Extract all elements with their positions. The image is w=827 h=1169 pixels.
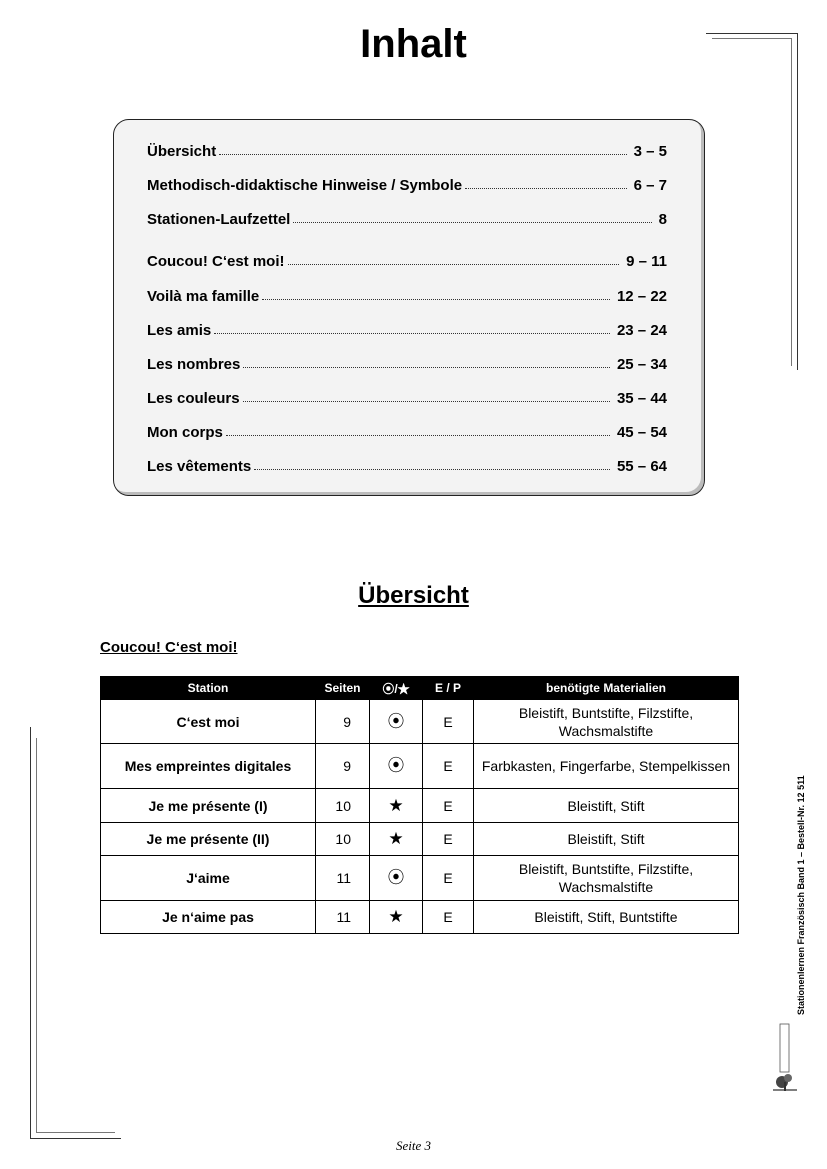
toc-label: Übersicht <box>147 143 217 160</box>
station-ep: E <box>423 823 474 856</box>
toc-label: Mon corps <box>147 424 223 441</box>
table-row <box>101 901 739 934</box>
station-materials: Bleistift, Stift <box>474 823 739 856</box>
station-materials: Farbkasten, Fingerfarbe, Stempelkissen <box>474 744 739 789</box>
station-symbol: ★ <box>370 901 423 934</box>
table-row <box>101 823 739 856</box>
toc-entry[interactable] <box>147 453 667 475</box>
toc-label: Voilà ma famille <box>147 288 260 305</box>
header-materials: benötigte Materialien <box>474 677 739 700</box>
toc-pages: 9 – 11 <box>626 253 667 270</box>
station-symbol: ★ <box>370 823 423 856</box>
header-seiten: Seiten <box>316 677 370 700</box>
header-ep: E / P <box>423 677 474 700</box>
toc-pages: 12 – 22 <box>616 288 667 305</box>
station-symbol: ⦿ <box>370 856 423 901</box>
toc-entry[interactable] <box>147 351 667 373</box>
table-row <box>101 700 739 744</box>
station-materials: Bleistift, Buntstifte, Filzstifte, Wachsmalstifte <box>474 700 739 744</box>
station-pages: 9 <box>316 700 370 744</box>
toc-pages: 23 – 24 <box>616 322 667 339</box>
publisher-logo-icon <box>770 1022 800 1092</box>
toc-label: Les amis <box>147 322 212 339</box>
table-header-row <box>101 677 739 700</box>
header-station: Station <box>101 677 316 700</box>
table-row <box>101 744 739 789</box>
toc-pages: 6 – 7 <box>633 177 667 194</box>
station-ep: E <box>423 789 474 823</box>
station-materials: Bleistift, Stift <box>474 789 739 823</box>
overview-title: Übersicht <box>358 582 469 609</box>
station-pages: 9 <box>316 744 370 789</box>
toc-label: Les vêtements <box>147 458 252 475</box>
station-ep: E <box>423 744 474 789</box>
table-row <box>101 789 739 823</box>
toc-pages: 45 – 54 <box>616 424 667 441</box>
frame-line <box>791 38 792 366</box>
table-of-contents <box>113 119 705 496</box>
station-pages: 11 <box>316 901 370 934</box>
toc-entry[interactable] <box>147 283 667 305</box>
toc-entry[interactable] <box>147 385 667 407</box>
station-materials: Bleistift, Stift, Buntstifte <box>474 901 739 934</box>
frame-line <box>30 727 31 1139</box>
station-symbol: ⦿ <box>370 744 423 789</box>
table-row <box>101 856 739 901</box>
page-title: Inhalt <box>360 22 467 66</box>
toc-pages: 25 – 34 <box>616 356 667 373</box>
station-name: Je n‘aime pas <box>101 901 316 934</box>
page-number: Seite 3 <box>395 1138 431 1153</box>
toc-label: Stationen-Laufzettel <box>147 211 291 228</box>
toc-pages: 3 – 5 <box>633 143 667 160</box>
station-name: Mes empreintes digitales <box>101 744 316 789</box>
toc-label: Les couleurs <box>147 390 240 407</box>
toc-label: Methodisch-didaktische Hinweise / Symbole <box>147 177 463 194</box>
header-symbol: ⦿/★ <box>370 677 423 700</box>
station-name: C‘est moi <box>101 700 316 744</box>
publisher-order-number: Stationenlernen Französisch Band 1 – Bestell-Nr. 12 511 <box>796 775 806 1015</box>
overview-section-heading: Coucou! C‘est moi! <box>100 639 238 656</box>
station-name: Je me présente (I) <box>101 789 316 823</box>
toc-pages: 55 – 64 <box>616 458 667 475</box>
toc-pages: 35 – 44 <box>616 390 667 407</box>
station-symbol: ★ <box>370 789 423 823</box>
station-name: J‘aime <box>101 856 316 901</box>
frame-line <box>36 1132 115 1133</box>
toc-entry[interactable] <box>147 317 667 339</box>
station-pages: 10 <box>316 789 370 823</box>
station-ep: E <box>423 901 474 934</box>
toc-entry[interactable] <box>147 248 667 270</box>
toc-entry[interactable] <box>147 206 667 228</box>
toc-pages: 8 <box>658 211 667 228</box>
station-ep: E <box>423 856 474 901</box>
station-materials: Bleistift, Buntstifte, Filzstifte, Wachsmalstifte <box>474 856 739 901</box>
frame-line <box>36 738 37 1132</box>
station-pages: 10 <box>316 823 370 856</box>
toc-entry[interactable] <box>147 138 667 160</box>
toc-label: Les nombres <box>147 356 241 373</box>
station-ep: E <box>423 700 474 744</box>
stations-table <box>100 676 739 934</box>
toc-label: Coucou! C‘est moi! <box>147 253 285 270</box>
frame-line <box>797 33 798 370</box>
toc-entry[interactable] <box>147 172 667 194</box>
station-name: Je me présente (II) <box>101 823 316 856</box>
toc-entry[interactable] <box>147 419 667 441</box>
station-symbol: ⦿ <box>370 700 423 744</box>
station-pages: 11 <box>316 856 370 901</box>
